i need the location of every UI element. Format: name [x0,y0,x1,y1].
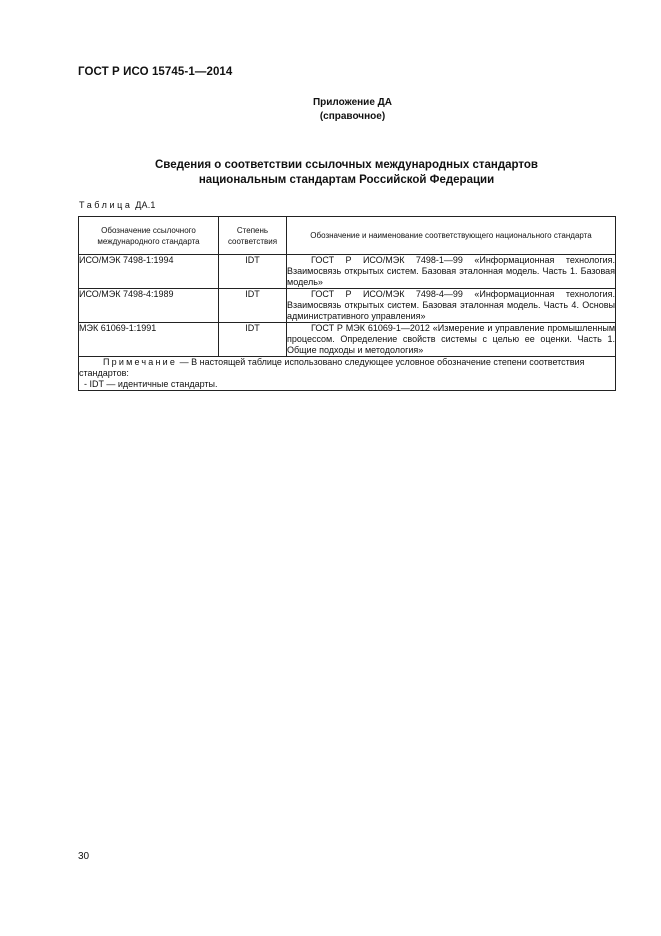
note-item: - IDT — идентичные стандарты. [84,379,218,389]
note-body: — В настоящей таблице использовано следующее условное обозначение степени соответствия стандартов: [79,357,585,378]
header-international-standard: Обозначение ссылочного международного стандарта [79,217,219,255]
document-header: ГОСТ Р ИСО 15745-1—2014 [78,66,233,78]
table-row [79,255,616,289]
national-standard-cell [287,323,616,357]
header-national-standard: Обозначение и наименование соответствующего национального стандарта [287,217,616,255]
national-standard-cell [287,255,616,289]
degree-cell: IDT [219,323,287,357]
table-caption-word: Таблица [79,200,133,210]
note-label: Примечание [103,357,178,367]
table-note [79,357,616,391]
table-header-row [79,217,616,255]
page-number: 30 [78,851,90,862]
degree-cell: IDT [219,255,287,289]
degree-cell: IDT [219,289,287,323]
annex-type: (справочное) [319,110,386,122]
international-standard-cell: МЭК 61069-1:1991 [79,323,219,357]
document-title [0,158,661,188]
international-standard-cell: ИСО/МЭК 7498-4:1989 [79,289,219,323]
header-degree: Степень соответствия [219,217,287,255]
annex-heading [0,96,661,123]
note-text [79,357,615,379]
international-standard-cell: ИСО/МЭК 7498-1:1994 [79,255,219,289]
national-standard-cell [287,289,616,323]
correspondence-table [78,216,616,391]
table-row [79,323,616,357]
national-standard-text: ГОСТ Р МЭК 61069-1—2012 «Измерение и управление промышленным процессом. Определение свойств системы с целью ее оценки. Часть 1. Общие подходы и методология» [287,323,615,355]
document-title-line-1: Сведения о соответствии ссылочных международных стандартов [154,159,538,171]
table-caption-id: ДА.1 [135,200,156,210]
table-caption [79,200,156,210]
table-note-row [79,357,616,391]
document-title-line-2: национальным стандартам Российской Федерации [198,174,495,186]
national-standard-text: ГОСТ Р ИСО/МЭК 7498-1—99 «Информационная технология. Взаимосвязь открытых систем. Базовая эталонная модель. Часть 1. Базовая модель» [287,255,615,287]
annex-title: Приложение ДА [312,97,393,108]
table-row [79,289,616,323]
national-standard-text: ГОСТ Р ИСО/МЭК 7498-4—99 «Информационная технология. Взаимосвязь открытых систем. Базовая эталонная модель. Часть 4. Основы административного управления» [287,289,615,321]
